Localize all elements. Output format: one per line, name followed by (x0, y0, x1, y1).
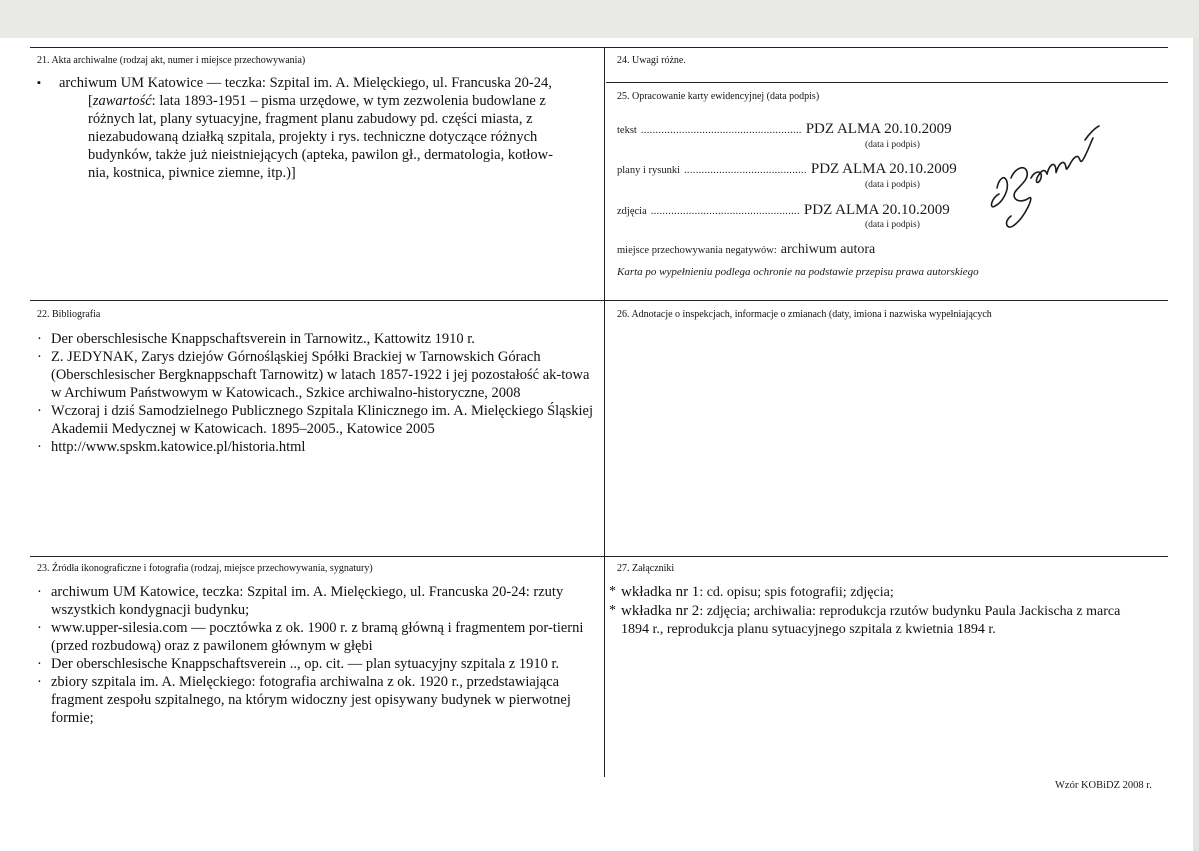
s21-line-3: różnych lat, plany sytuacyjne, fragment planu zabudowy pd. części miasta, z (88, 111, 533, 127)
source-item: · Der oberschlesische Knappschaftsverein .., op. cit. — plan sytuacyjny szpitala z 1910 r. (37, 656, 560, 672)
s21-line-1: archiwum UM Katowice — teczka: Szpital im. A. Mielęckiego, ul. Francuska 20-24, (59, 75, 552, 91)
section-24-title: 24. Uwagi różne. (617, 55, 686, 66)
source-item: · www.upper-silesia.com — pocztówka z ok. 1900 r. z bramą główną i fragmentem por-tierni (przed rozbudową) oraz z pawilonem głównym w głębi (37, 620, 584, 654)
s25-row-plans: plany i rysunki .......................................... PDZ ALMA 20.10.2009 (617, 161, 957, 177)
scan-top-margin (0, 0, 1199, 38)
bullet-icon: ▪ (37, 77, 41, 89)
row-divider-1 (30, 300, 1168, 301)
attachment-item: * wkładka nr 2: zdjęcia; archiwalia: reprodukcja rzutów budynku Paula Jackischa z marca 1894 r., reprodukcja planu sytuacyjnego szpitala z kwietnia 1894 r. (609, 603, 1121, 637)
section-22-content (37, 330, 600, 456)
s25-top-border (606, 82, 1168, 83)
section-25-title: 25. Opracowanie karty ewidencyjnej (data podpis) (617, 91, 820, 102)
bibliography-link: · http://www.spskm.katowice.pl/historia.html (37, 439, 306, 455)
s21-line-6: nia, kostnica, piwnice ziemne, itp.)] (88, 165, 296, 181)
column-divider (604, 47, 605, 777)
section-22-title: 22. Bibliografia (37, 309, 101, 320)
row-divider-2 (30, 556, 1168, 557)
section-21-title: 21. Akta archiwalne (rodzaj akt, numer i miejsce przechowywania) (37, 55, 306, 66)
section-27-title: 27. Załączniki (617, 563, 675, 574)
section-26-title: 26. Adnotacje o inspekcjach, informacje o zmianach (daty, imiona i nazwiska wypełniających (617, 309, 992, 320)
section-23-title: 23. Źródła ikonograficzne i fotografia (rodzaj, miejsce przechowywania, sygnatury) (37, 563, 373, 574)
s25-negatives: miejsce przechowywania negatywów: archiwum autora (617, 242, 876, 257)
bibliography-item: · Wczoraj i dziś Samodzielnego Publicznego Szpitala Klinicznego im. A. Mielęckiego Śląskiej Akademii Medycznej w Katowicach. 1895–2005., Katowice 2005 (37, 403, 593, 437)
form-model-footer: Wzór KOBiDZ 2008 r. (1055, 780, 1152, 791)
s21-line-5: budynków, także już nieistniejących (apteka, pawilon gł., dermatologia, kotłow- (88, 147, 553, 163)
s25-row-photos-sub: (data i podpis) (865, 220, 920, 230)
source-item: · archiwum UM Katowice, teczka: Szpital im. A. Mielęckiego, ul. Francuska 20-24: rzuty wszystkich kondygnacji budynku; (37, 584, 564, 618)
s25-row-photos: zdjęcia ................................................... PDZ ALMA 20.10.2009 (617, 202, 950, 218)
s25-row-text-sub: (data i podpis) (865, 140, 920, 150)
s21-line-2: [zawartość: lata 1893-1951 – pisma urzędowe, w tym zezwolenia budowlane z (88, 93, 546, 109)
scan-right-margin (1193, 38, 1199, 851)
s25-row-plans-sub: (data i podpis) (865, 180, 920, 190)
bibliography-item: · Der oberschlesische Knappschaftsverein in Tarnowitz., Kattowitz 1910 r. (37, 331, 475, 347)
form-top-border (30, 47, 1168, 48)
attachment-item: * wkładka nr 1: cd. opisu; spis fotografii; zdjęcia; (609, 584, 894, 600)
copyright-note: Karta po wypełnieniu podlega ochronie na podstawie przepisu prawa autorskiego (617, 266, 979, 278)
section-27-content (609, 583, 1149, 639)
handwritten-signature (985, 118, 1105, 233)
s25-row-text: tekst ....................................................... PDZ ALMA 20.10.2009 (617, 121, 952, 137)
section-23-content (37, 583, 597, 727)
source-item: · zbiory szpitala im. A. Mielęckiego: fotografia archiwalna z ok. 1920 r., przedstawiająca fragment zespołu szpitalnego, na którym widoczny jest opisywany budynek w pierwotnej formie; (37, 674, 571, 726)
section-21-content (37, 74, 597, 182)
bibliography-item: · Z. JEDYNAK, Zarys dziejów Górnośląskiej Spółki Brackiej w Tarnowskich Górach (Oberschlesischer Bergknappschaft Tarnowitz) w latach 1857-1922 i jej pozostałość ak-towa w Archiwum Państwowym w Katowicach., Szkice archiwalno-historyczne, 2008 (37, 349, 590, 401)
s21-line-4: niezabudowaną działką szpitala, projekty i rys. techniczne dotyczące różnych (88, 129, 538, 145)
